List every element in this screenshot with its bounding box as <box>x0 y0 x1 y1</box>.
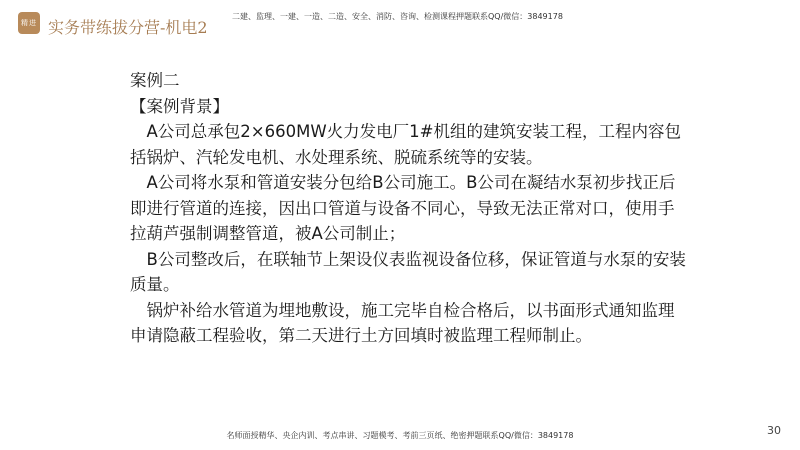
case-title: 案例二 <box>130 71 180 90</box>
footer-note: 名师面授精华、央企内训、考点串讲、习题模考、考前三页纸、绝密押题联系QQ/微信：3849178 <box>226 431 574 440</box>
contact-note: 二建、监理、一建、一造、二造、安全、消防、咨询、检测课程押题联系QQ/微信：3849178 <box>232 12 563 21</box>
course-title: 实务带练拔分营-机电2 <box>48 18 208 37</box>
paragraph-3: B公司整改后，在联轴节上架设仪表监视设备位移，保证管道与水泵的安装质量。 <box>130 249 686 294</box>
logo-badge: 精进 <box>18 12 40 34</box>
page-number: 30 <box>767 424 781 437</box>
paragraph-2: A公司将水泵和管道安装分包给B公司施工。B公司在凝结水泵初步找正后即进行管道的连接，因出口管道与设备不同心，导致无法正常对口，使用手拉葫芦强制调整管道，被A公司制止； <box>130 173 676 243</box>
section-title: 【案例背景】 <box>130 96 229 116</box>
paragraph-1: A公司总承包2×660MW火力发电厂1#机组的建筑安装工程，工程内容包括锅炉、汽轮发电机、水处理系统、脱硫系统等的安装。 <box>130 122 681 167</box>
header-bar <box>0 0 800 40</box>
slide-content <box>130 68 690 349</box>
paragraph-4: 锅炉补给水管道为埋地敷设，施工完毕自检合格后，以书面形式通知监理申请隐蔽工程验收，第二天进行土方回填时被监理工程师制止。 <box>130 300 675 345</box>
